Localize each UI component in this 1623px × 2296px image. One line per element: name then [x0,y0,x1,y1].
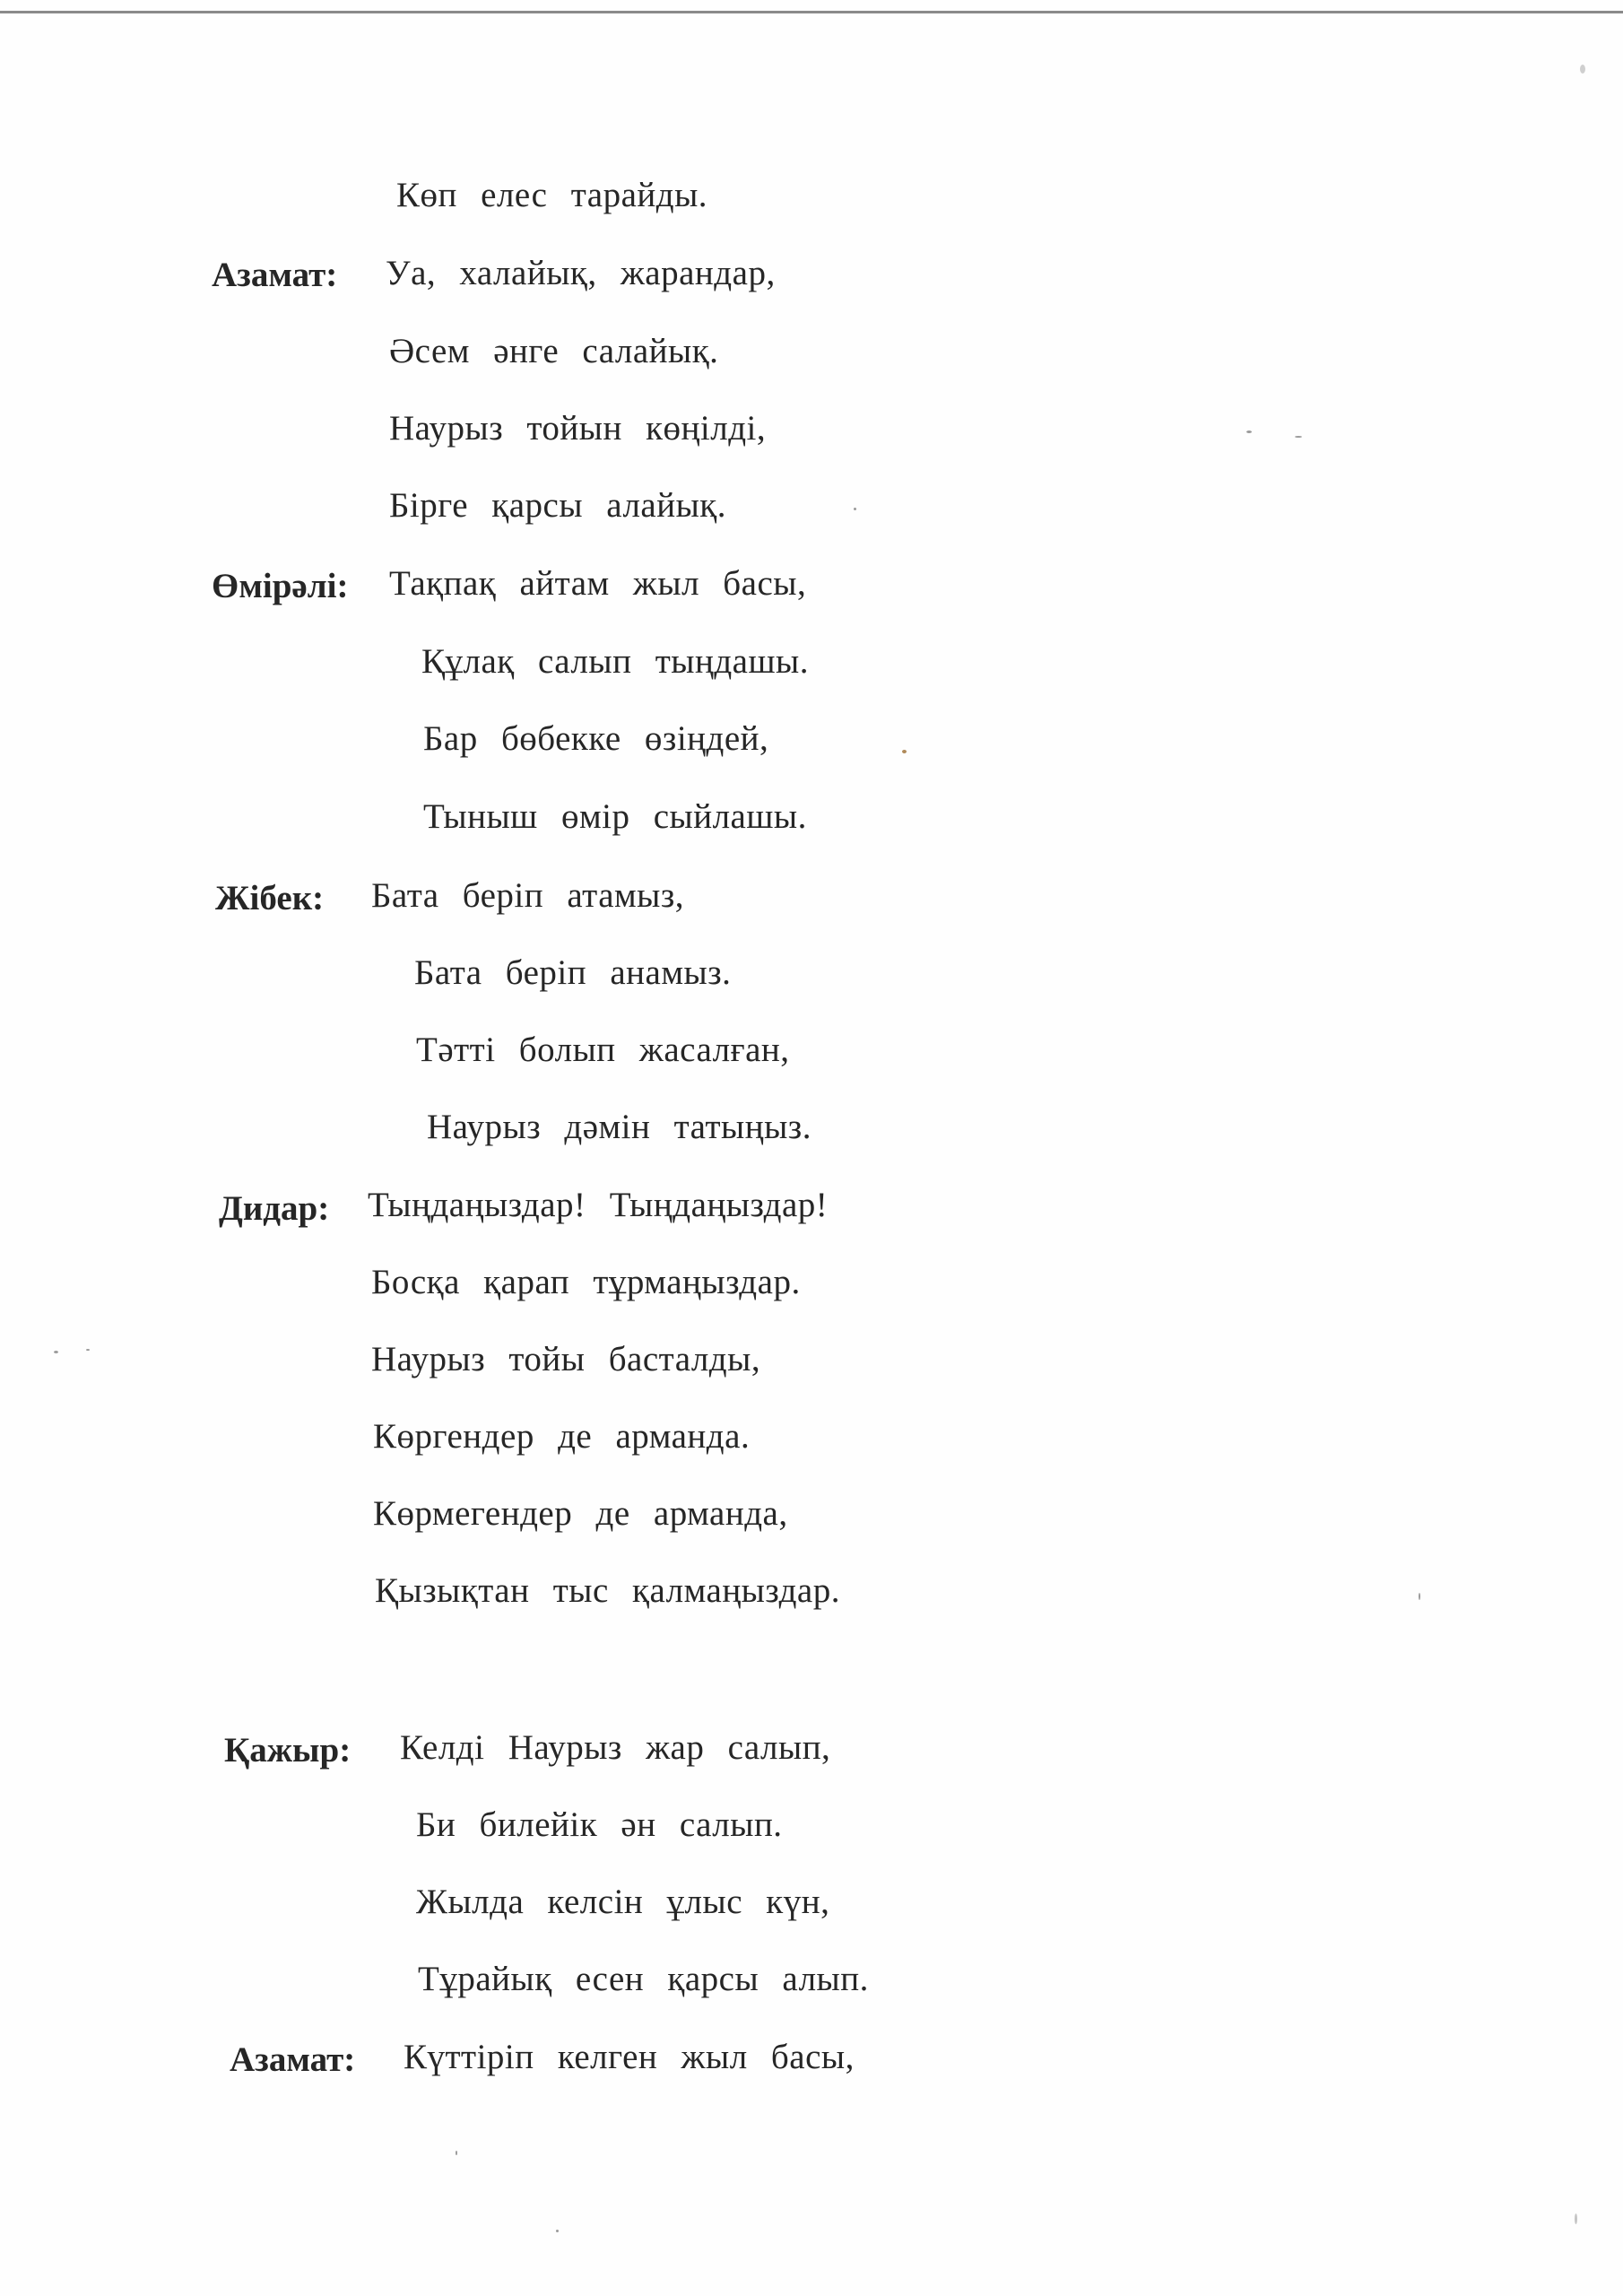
speaker-label: Дидар: [219,1189,330,1228]
scan-speck [456,2151,457,2155]
verse-line: Құлақ салып тыңдашы. [421,642,809,681]
verse-line: Жылда келсін ұлыс күн, [416,1883,830,1921]
speaker-label: Қажыр: [224,1731,352,1770]
verse-line: Көргендер де арманда. [373,1417,751,1456]
verse-line: Әсем әнге салайық. [389,332,719,370]
verse-line: Бар бөбекке өзіңдей, [423,719,769,758]
scan-speck [54,1351,58,1353]
speaker-label: Жібек: [215,879,325,918]
verse-line: Көрмегендер де арманда, [373,1494,788,1533]
speaker-label: Азамат: [230,2040,356,2079]
verse-line: Уа, халайық, жарандар, [386,254,776,292]
verse-line: Тыңдаңыздар! Тыңдаңыздар! [368,1186,829,1224]
verse-line: Наурыз тойын көңілді, [389,409,767,448]
scan-speck [902,750,907,753]
verse-line: Күттіріп келген жыл басы, [404,2038,855,2076]
scan-speck [86,1349,90,1351]
verse-line: Бата беріп атамыз, [371,876,685,915]
verse-line: Бата беріп анамыз. [414,953,732,992]
verse-line: Бірге қарсы алайық. [389,486,726,525]
verse-line: Наурыз тойы басталды, [371,1340,761,1378]
scan-speck [1246,430,1252,433]
verse-line: Тұрайық есен қарсы алып. [418,1960,869,1998]
verse-line: Тақпақ айтам жыл басы, [389,564,807,603]
scan-speck [1575,2213,1577,2224]
scan-speck [1419,1593,1420,1600]
verse-line: Би билейік ән салып. [416,1805,783,1844]
verse-line: Босқа қарап тұрмаңыздар. [371,1263,801,1301]
scan-speck [556,2230,559,2232]
stage-direction: Көп елес тарайды. [396,176,708,214]
speaker-label: Өмірәлі: [212,567,349,605]
verse-line: Тәтті болып жасалған, [416,1031,790,1069]
speaker-label: Азамат: [212,256,338,294]
verse-line: Келді Наурыз жар салып, [400,1728,831,1767]
scan-speck [854,508,856,510]
scan-speck [1580,65,1585,74]
verse-line: Тыныш өмір сыйлашы. [423,797,807,836]
verse-line: Наурыз дәмін татыңыз. [427,1108,812,1146]
scan-speck [1295,436,1302,438]
verse-line: Қызықтан тыс қалмаңыздар. [375,1571,840,1610]
